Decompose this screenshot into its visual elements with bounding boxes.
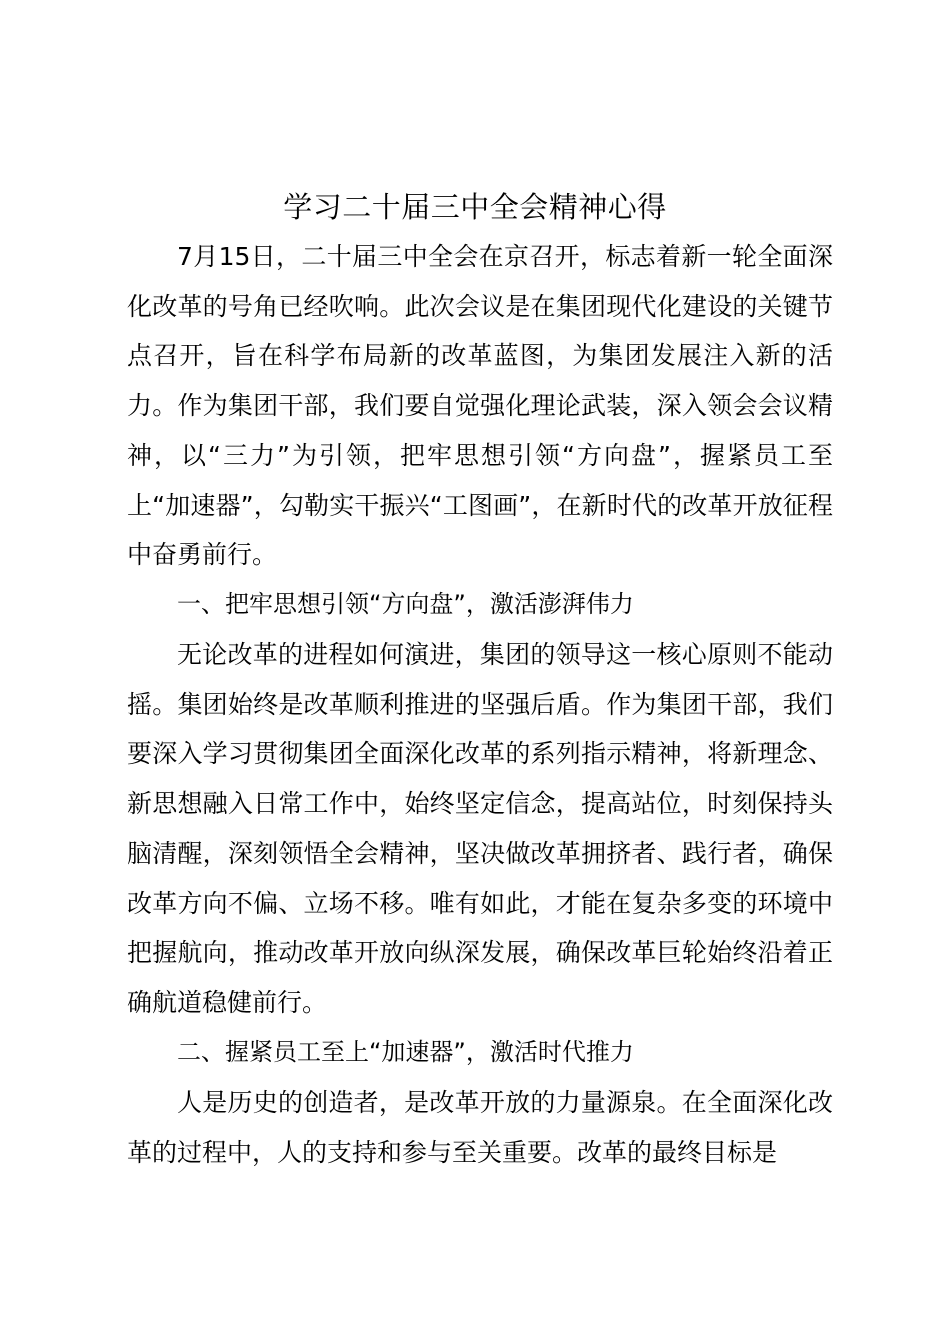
- paragraph-intro: 7月15日，二十届三中全会在京召开，标志着新一轮全面深化改革的号角已经吹响。此次会议是在集团现代化建设的关键节点召开，旨在科学布局新的改革蓝图，为集团发展注入新的活力。作为集团干部，我们要自觉强化理论武装，深入领会会议精神，以“三力”为引领，把牢思想引领“方向盘”，握紧员工至上“加速器”，勾勒实干振兴“工图画”，在新时代的改革开放征程中奋勇前行。: [127, 242, 833, 570]
- document-title: 学习二十届三中全会精神心得: [283, 190, 667, 224]
- paragraph-section-1: 无论改革的进程如何演进，集团的领导这一核心原则不能动摇。集团始终是改革顺利推进的坚强后盾。作为集团干部，我们要深入学习贯彻集团全面深化改革的系列指示精神，将新理念、新思想融入日常工作中，始终坚定信念，提高站位，时刻保持头脑清醒，深刻领悟全会精神，坚决做改革拥挤者、践行者，确保改革方向不偏、立场不移。唯有如此，才能在复杂多变的环境中把握航向，推动改革开放向纵深发展，确保改革巨轮始终沿着正确航道稳健前行。: [127, 640, 833, 1017]
- section-heading-1: 一、把牢思想引领“方向盘”，激活澎湃伟力: [177, 590, 634, 618]
- section-heading-2: 二、握紧员工至上“加速器”，激活时代推力: [177, 1038, 634, 1066]
- paragraph-section-2: 人是历史的创造者，是改革开放的力量源泉。在全面深化改革的过程中，人的支持和参与至关重要。改革的最终目标是: [127, 1088, 833, 1167]
